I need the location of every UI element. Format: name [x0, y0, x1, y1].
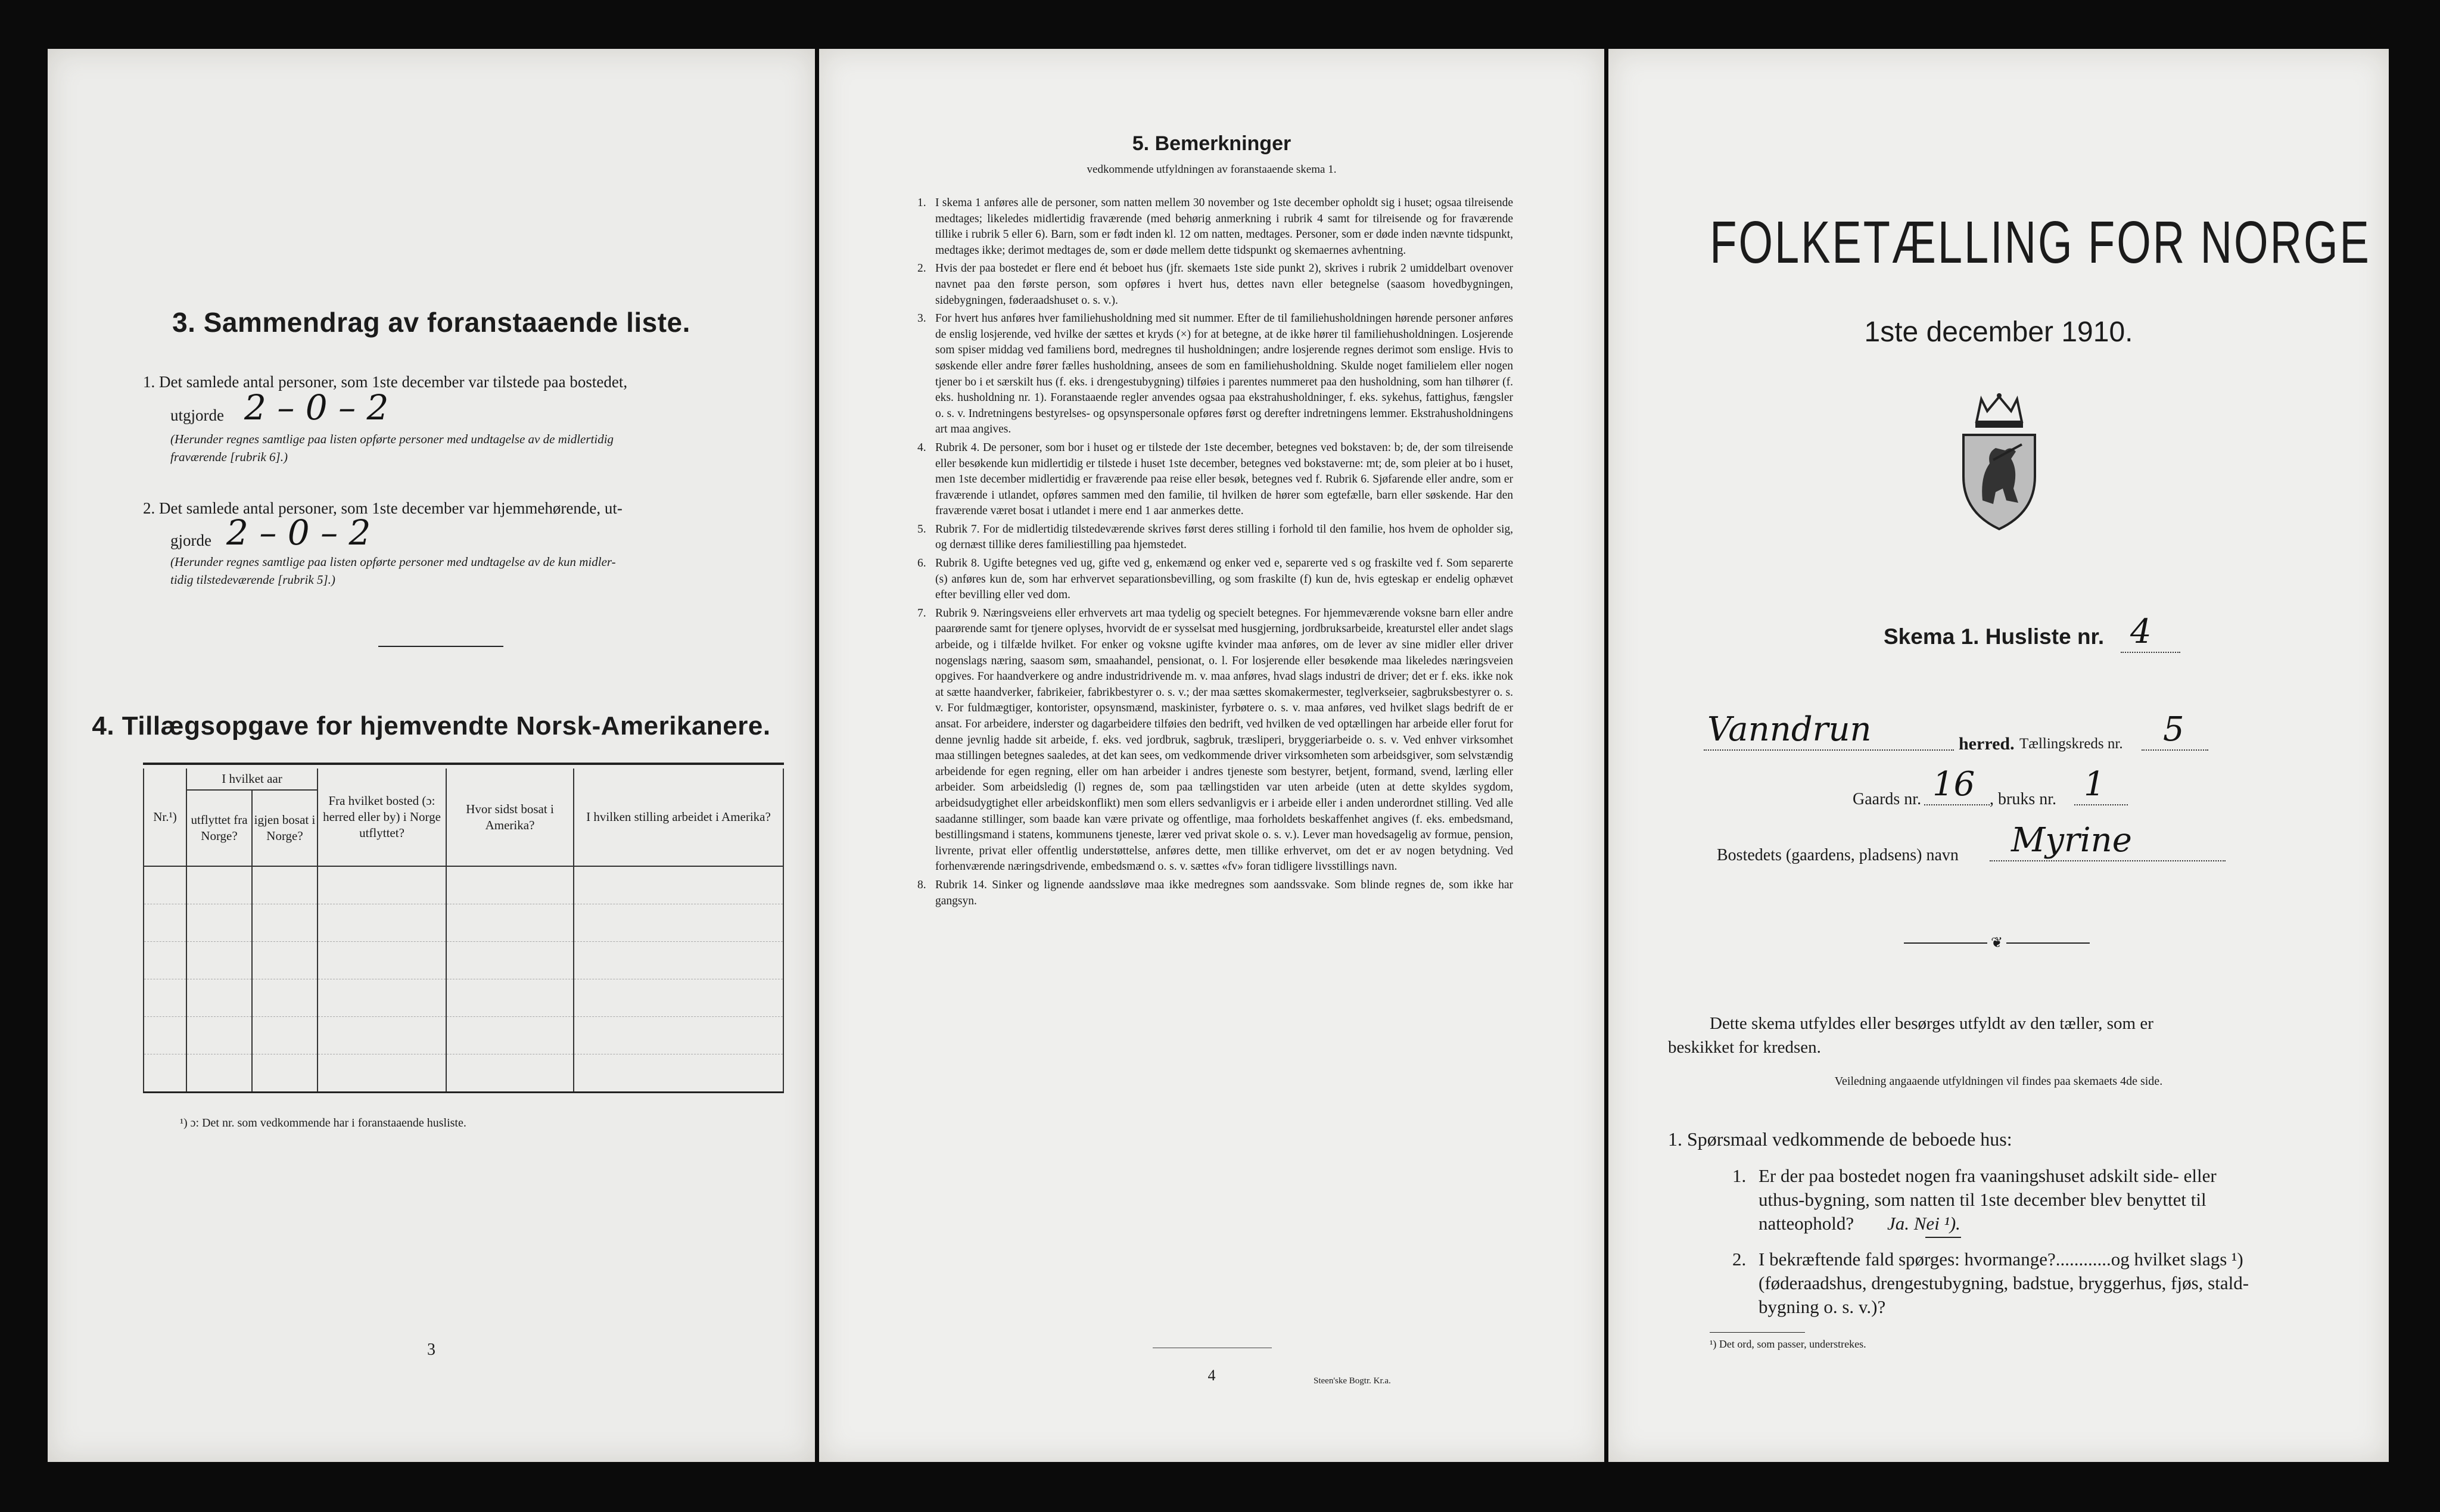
divider — [378, 646, 503, 647]
veiledning-note: Veiledning angaaende utfyldningen vil findes paa skemaets 4de side. — [1834, 1075, 2163, 1088]
remark-item: 3. For hvert hus anføres hver familiehusholdning med sit nummer. Efter de til familiehusholdningen hørende personer anføres de enslig losjerende, ved hvilke der sættes et kryds (×) for at betegne, at de ikke hører til familiehusholdningen. Losjerende som spiser middag ved familiens bord, medregnes til husholdningen; andre losjerende regnes derimot som enslige. Hvis to søskende eller andre fører fælles husholdning, ansees de som en familiehusholdning. Skulde noget familielem eller nogen tjener bo i et særskilt hus (f. eks. i drengestubygning) tilføies i parentes nummeret paa den husholdning, som han tilhører (f. eks. husholdning nr. 1). Foranstaaende regler anvendes ogsaa paa ekstrahusholdninger, f. eks. sykehus, fattighus, fængsler o. s. v. Indretningens bestyrelses- og opsynspersonale opføres først og derefter indretningens lemmer. Ekstrahusholdningens art maa angives. — [917, 312, 1513, 436]
gaards-handwritten: 16 — [1932, 765, 1975, 804]
present-count-handwritten: 2 – 0 – 2 — [244, 387, 389, 428]
q1-line3: natteophold? — [1759, 1213, 1854, 1234]
section3-title: 3. Sammendrag av foranstaaende liste. — [172, 307, 690, 338]
section4-title: 4. Tillægsopgave for hjemvendte Norsk-Amerikanere. — [92, 711, 771, 741]
section3-item1-prefix: utgjorde — [170, 406, 224, 424]
questions-header: 1. Spørsmaal vedkommende de beboede hus: — [1668, 1128, 2012, 1150]
bosted-field — [1990, 821, 2226, 861]
bruks-label: , bruks nr. — [1990, 790, 2056, 808]
table-top-rule — [143, 763, 784, 765]
q2-number: 2. — [1732, 1249, 1747, 1270]
ornament-icon: ❦ — [1987, 934, 2006, 951]
husliste-field — [2121, 612, 2180, 653]
q1-answer: Ja. Nei ¹). — [1887, 1213, 1960, 1234]
q1-line1: Er der paa bostedet nogen fra vaaningshuset adskilt side- eller — [1759, 1165, 2217, 1186]
section3-item2-text: 2. Det samlede antal personer, som 1ste december var hjemmehørende, ut- — [143, 499, 623, 517]
tellingskreds-label: Tællingskreds nr. — [2019, 736, 2123, 752]
col-hvor-header: Hvor sidst bosat i Amerika? — [446, 769, 574, 866]
page-left — [48, 49, 815, 1462]
remark-item: 1. I skema 1 anføres alle de personer, som natten mellem 30 november og 1ste december opholdt sig i huset; ogsaa tilreisende medtages; likeledes midlertidig fraværende (med behørig anmerkning i rubrik 4 samt for tilreisende og for fraværende tillike i rubrik 5 eller 6). Barn, som er født inden kl. 12 om natten, medtages. Personer, som er døde inden nævnte tidspunkt, medtages ikke; derimot medtages de, som er døde mellem dette tidspunkt og skemaernes avhentning. — [917, 197, 1513, 257]
col-stilling-header: I hvilken stilling arbeidet i Amerika? — [574, 769, 783, 866]
resident-count-handwritten: 2 – 0 – 2 — [226, 512, 371, 553]
section3-item2-note1: (Herunder regnes samtlige paa listen opførte personer med undtagelse av de kun midler- — [170, 555, 616, 569]
q2-line1: I bekræftende fald spørges: hvormange?............og hvilket slags ¹) — [1759, 1249, 2243, 1270]
remarks-subtitle: vedkommende utfyldningen av foranstaaende skema 1. — [1087, 163, 1337, 176]
form-title-wrap — [1608, 209, 2389, 277]
coat-of-arms-icon — [1952, 393, 2047, 531]
bruks-field — [2074, 765, 2128, 805]
herred-label: herred. — [1959, 734, 2015, 754]
remarks-title: 5. Bemerkninger — [1132, 132, 1291, 155]
page-right — [1608, 49, 2389, 1462]
table-row — [144, 904, 783, 942]
bruks-handwritten: 1 — [2084, 765, 2105, 804]
table-row — [144, 1054, 783, 1093]
col-fra-header: Fra hvilket bosted (ɔ: herred eller by) i Norge utflyttet? — [318, 769, 446, 866]
section3-item2-note2: tidig tilstedeværende [rubrik 5].) — [170, 573, 335, 587]
table-row — [144, 866, 783, 904]
table-row — [144, 1017, 783, 1054]
section3-item1-note1: (Herunder regnes samtlige paa listen opførte personer med undtagelse av de midlertidig — [170, 432, 614, 446]
remark-item: 8. Rubrik 14. Sinker og lignende aandssløve maa ikke medregnes som aandssvake. Som blinde regnes de, som ikke har gangsyn. — [917, 878, 1513, 907]
q2-line2: (føderaadshus, drengestubygning, badstue, bryggerhus, fjøs, stald- — [1759, 1273, 2249, 1293]
instruction-line2: beskikket for kredsen. — [1668, 1038, 1821, 1057]
table-body — [144, 866, 783, 1093]
tellingskreds-handwritten: 5 — [2163, 710, 2184, 749]
printer-mark: Steen'ske Bogtr. Kr.a. — [1314, 1376, 1391, 1386]
section3-item1-text: 1. Det samlede antal personer, som 1ste december var tilstede paa bostedet, — [143, 373, 628, 391]
remark-item: 7. Rubrik 9. Næringsveiens eller erhvervets art maa tydelig og specielt betegnes. For hjemmeværende voksne barn eller andre paarørende samt for tjenere oplyses, hvorvidt de er sysselsat med husgjerning, jordbruksarbeide, kreaturstel eller andet slags arbeide, og i tilfælde hvilket. For enker og voksne ugifte kvinder maa anføres, om de lever av sine midler eller driver nogenslags næring, saasom søm, smaahandel, pensionat, o. l. For losjerende eller besøkende maa likeledes næringsveien opgives. For haandverkere og andre industridrivende m. v. maa anføres, hvad slags industri de driver; det er f. eks. ikke nok at sætte haandverker, fabrikeier, fabrikbestyrer o. s. v.; der maa sættes skomakermester, teglverkseier, sagbruksbestyrer o. s. v. For fuldmægtiger, kontorister, opsynsmænd, maskinister, fyrbøtere o. s. v. maa anføres, ved hvilket slags bedrift de er ansat. For arbeidere, inderster og dagarbeidere tilføies den bedrift, ved hvilken de ved optællingen har arbeide eller forut for denne jevnlig hadde sit arbeide, f. eks. ved jordbruk, sagbruk, træsliperi, bryggeriarbeide o. s. v. Ved enhver virksomhet maa stillingen betegnes saaledes, at det kan sees, om vedkommende driver virksomheten som arbeidsgiver, som selvstændig arbeidende for egen regning, eller om han arbeider i andres tjeneste som bestyrer, betjent, formand, svend, lærling eller arbeider. Som arbeidsledig (l) regnes de, som paa tællingstiden var uten arbeide (uten at dette skyldes sygdom, arbeidsudygtighet eller arbeidskonflikt) men som ellers sedvanligvis er i arbeide eller i anden underordnet stilling. Ved alle saadanne stillinger, som baade kan være private og offentlige, maa forholdets beskaffenhet angives (f. eks. embedsmand, bestillingsmand i statens, kommunens tjeneste, lærer ved privat skole o. s. v.). Lever man hovedsagelig av formue, pension, livrente, privat eller offentlig understøttelse, anføres dette, men tillike erhvervet, om det er av nogen betydning. Ved forhenværende næringsdrivende, embedsmænd o. s. v. sættes «fv» foran tidligere livsstillings navn. — [917, 606, 1513, 873]
remark-item: 4. Rubrik 4. De personer, som bor i huset og er tilstede der 1ste december, betegnes ved bokstaven: b; de, der som tilreisende eller besøkende kun midlertidig er tilstede i huset 1ste december, betegnes ved bokstaverne: mt; de, som pleier at bo i huset, men 1ste december midlertidig er fraværende paa reise eller besøk, betegnes ved f. Rubrik 6. Sjøfarende eller andre, som er fraværende i utlandet, opføres sammen med den familie, til hvilken de hører som egtefælle, barn eller søskende. Har den fraværende været bosat i utlandet i mere end 1 aar anmerkes dette. — [917, 441, 1513, 518]
page-number-4: 4 — [1207, 1367, 1216, 1384]
census-date: 1ste december 1910. — [1864, 316, 2133, 348]
col-udflyttet-header: utflyttet fra Norge? — [186, 790, 252, 866]
footnote-rule — [1710, 1332, 1805, 1333]
q1-line2: uthus-bygning, som natten til 1ste december blev benyttet til — [1759, 1189, 2206, 1210]
page-middle — [819, 49, 1604, 1462]
section3-item2-prefix: gjorde — [170, 531, 211, 549]
remark-item: 5. Rubrik 7. For de midlertidig tilstedeværende skrives først deres stilling i forhold til den familie, hos hvem de opholder sig, og dernæst tillike deres familiestilling paa hjemstedet. — [917, 522, 1513, 552]
table-row — [144, 942, 783, 979]
remark-item: 6. Rubrik 8. Ugifte betegnes ved ug, gifte ved g, enkemænd og enker ved e, separerte ved s og fraskilte ved f. Som separerte (s) anføres kun de, som har erhvervet separationsbevilling, og som fraskilte (f) kun de, hvis egteskap er endelig ophævet efter bevilling eller ved dom. — [917, 557, 1513, 602]
page-number-3: 3 — [427, 1340, 435, 1359]
table-row — [144, 979, 783, 1017]
husliste-nr-handwritten: 4 — [2130, 612, 2152, 651]
remark-item: 2. Hvis der paa bostedet er flere end ét beboet hus (jfr. skemaets 1ste side punkt 2), skrives i rubrik 2 umiddelbart ovenover navnet paa den første person, som opføres i hvert hus, dettes navn eller betegnelse (saasom hovedbygningen, sidebygningen, føderaadshuset o. s. v.). — [917, 262, 1513, 307]
section3-item1-note2: fraværende [rubrik 6].) — [170, 450, 288, 464]
bosted-label: Bostedets (gaardens, pladsens) navn — [1717, 846, 1959, 864]
remarks-list — [917, 195, 1513, 911]
q1-number: 1. — [1732, 1165, 1747, 1186]
herred-field — [1704, 710, 1954, 751]
nei-underline — [1925, 1237, 1961, 1238]
gaards-field — [1924, 765, 1990, 805]
form-title: FOLKETÆLLING FOR NORGE — [1710, 209, 2371, 276]
section4-footnote: ¹) ɔ: Det nr. som vedkommende har i foranstaaende husliste. — [180, 1116, 466, 1130]
bosted-handwritten: Myrine — [2011, 821, 2132, 860]
col-igjen-header: igjen bosat i Norge? — [252, 790, 318, 866]
gaards-label: Gaards nr. — [1853, 790, 1922, 808]
norsk-amerikanere-table — [143, 769, 784, 1093]
page3-footnote: ¹) Det ord, som passer, understrekes. — [1710, 1338, 1866, 1350]
tellingskreds-field — [2142, 710, 2208, 751]
skema-label: Skema 1. Husliste nr. — [1884, 624, 2105, 649]
col-group-header: I hvilket aar — [186, 769, 318, 790]
q2-line3: bygning o. s. v.)? — [1759, 1296, 1886, 1317]
col-nr-header: Nr.¹) — [144, 769, 186, 866]
herred-handwritten: Vanndrun — [1707, 710, 1872, 749]
instruction-line1: Dette skema utfyldes eller besørges utfyldt av den tæller, som er — [1710, 1014, 2153, 1033]
